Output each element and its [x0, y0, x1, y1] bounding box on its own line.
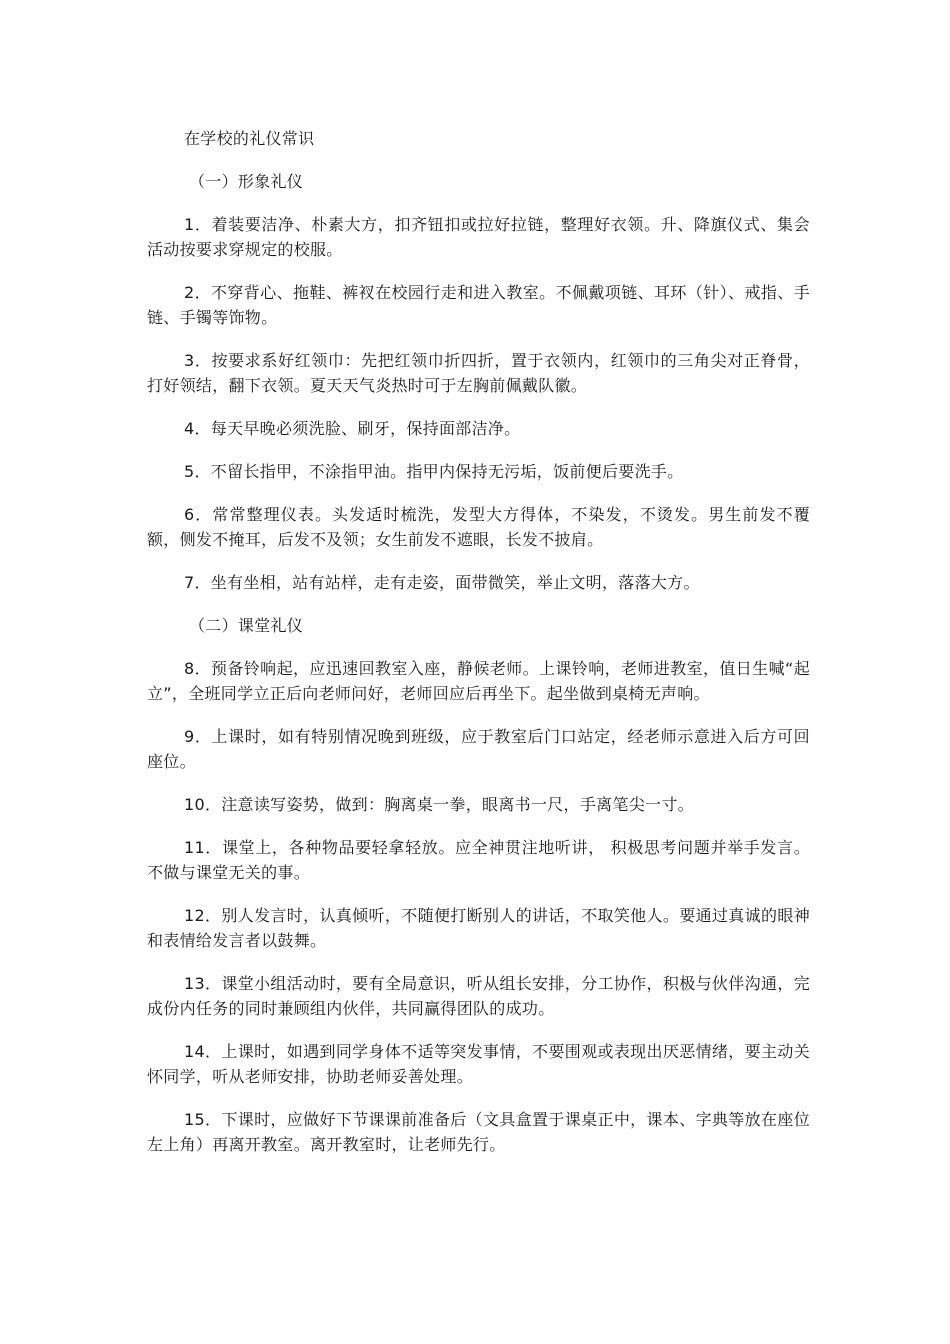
paragraph-item: 12．别人发言时，认真倾听，不随便打断别人的讲话，不取笑他人。要通过真诚的眼神和表情给发言者以鼓舞。: [147, 906, 810, 950]
paragraph-item: 15．下课时，应做好下节课课前准备后（文具盒置于课桌正中，课本、字典等放在座位左上角）再离开教室。离开教室时，让老师先行。: [147, 1110, 810, 1154]
paragraph-item: 11．课堂上，各种物品要轻拿轻放。应全神贯注地听讲， 积极思考问题并举手发言。不做与课堂无关的事。: [147, 838, 810, 882]
document-title: 在学校的礼仪常识: [184, 129, 315, 148]
paragraph-item: 9．上课时，如有特别情况晚到班级，应于教室后门口站定，经老师示意进入后方可回座位。: [147, 727, 810, 771]
paragraph-item: 5．不留长指甲，不涂指甲油。指甲内保持无污垢，饭前便后要洗手。: [184, 462, 684, 481]
paragraph-item: 6．常常整理仪表。头发适时梳洗，发型大方得体，不染发，不烫发。男生前发不覆额，侧发不掩耳，后发不及领；女生前发不遮眼，长发不披肩。: [147, 505, 810, 549]
section-heading-appearance: （一）形象礼仪: [189, 172, 304, 191]
paragraph-item: 8．预备铃响起，应迅速回教室入座，静候老师。上课铃响，老师进教室，值日生喊“起立”，全班同学立正后向老师问好，老师回应后再坐下。起坐做到桌椅无声响。: [147, 659, 810, 703]
paragraph-item: 3．按要求系好红领巾：先把红领巾折四折，置于衣领内，红领巾的三角尖对正脊骨，打好领结，翻下衣领。夏天天气炎热时可于左胸前佩戴队徽。: [147, 351, 810, 395]
paragraph-item: 2．不穿背心、拖鞋、裤衩在校园行走和进入教室。不佩戴项链、耳环（针）、戒指、手链、手镯等饰物。: [147, 283, 810, 327]
paragraph-item: 10．注意读写姿势，做到：胸离桌一拳，眼离书一尺，手离笔尖一寸。: [184, 795, 694, 814]
paragraph-item: 7．坐有坐相，站有站样，走有走姿，面带微笑，举止文明，落落大方。: [184, 573, 700, 592]
paragraph-item: 4．每天早晚必须洗脸、刷牙，保持面部洁净。: [184, 419, 521, 438]
paragraph-item: 13．课堂小组活动时，要有全局意识，听从组长安排，分工协作，积极与伙伴沟通，完成份内任务的同时兼顾组内伙伴，共同赢得团队的成功。: [147, 974, 810, 1018]
section-heading-classroom: （二）课堂礼仪: [189, 616, 304, 635]
document-body: [147, 126, 810, 1175]
paragraph-item: 1．着装要洁净、朴素大方，扣齐钮扣或拉好拉链，整理好衣领。升、降旗仪式、集会活动按要求穿规定的校服。: [147, 215, 810, 259]
paragraph-item: 14．上课时，如遇到同学身体不适等突发事情，不要围观或表现出厌恶情绪，要主动关怀同学，听从老师安排，协助老师妥善处理。: [147, 1042, 810, 1086]
